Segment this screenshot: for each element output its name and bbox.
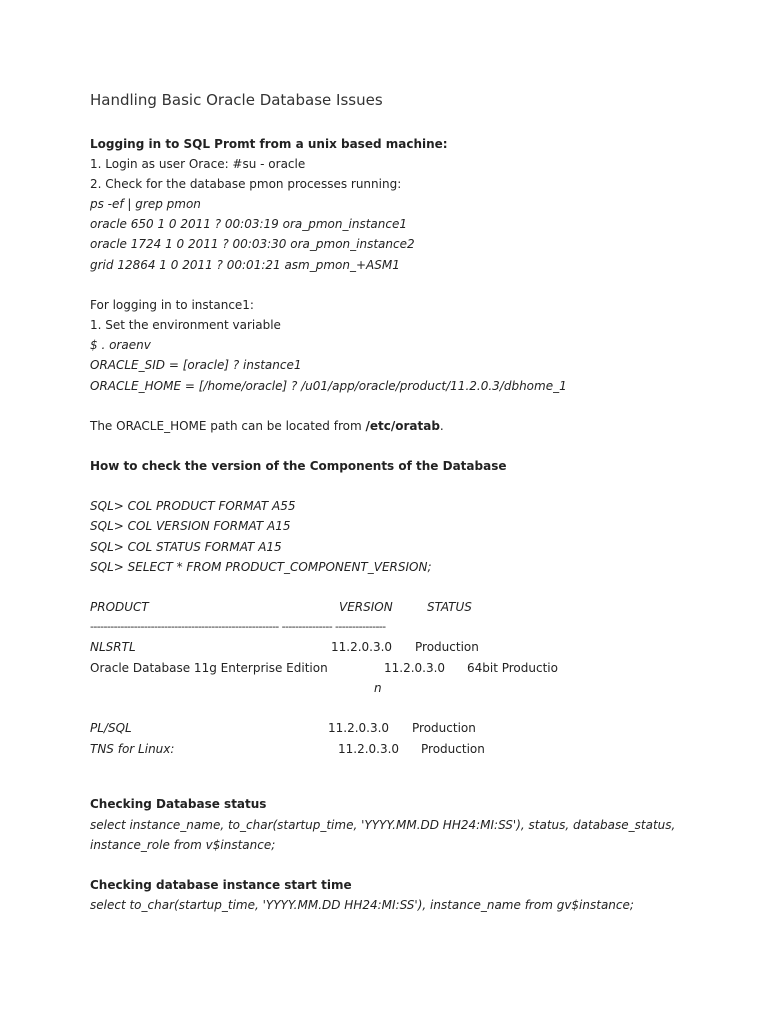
table-cell-product: TNS for Linux: (90, 742, 175, 756)
page-title: Handling Basic Oracle Database Issues (90, 91, 383, 109)
start-time-query-line: select to_char(startup_time, 'YYYY.MM.DD HH24:MI:SS'), instance_name from gv$instance; (90, 898, 634, 912)
status-query-line: instance_role from v$instance; (90, 838, 276, 852)
column-header-status: STATUS (427, 600, 472, 614)
oracle-home-note (90, 418, 444, 434)
login-step-2: 2. Check for the database pmon processes running: (90, 177, 402, 191)
table-cell-status: Production (415, 640, 479, 654)
table-cell-product: NLSRTL (90, 640, 136, 654)
command-line: ORACLE_SID = [oracle] ? instance1 (90, 358, 302, 372)
column-header-version: VERSION (339, 600, 393, 614)
start-time-heading: Checking database instance start time (90, 878, 352, 892)
command-line: ps -ef | grep pmon (90, 197, 201, 211)
table-cell-version: 11.2.0.3.0 (338, 742, 400, 756)
table-separator: -------------------------------------------------------- --------------- --------------- (90, 620, 386, 633)
oratab-path: /etc/oratab (365, 419, 440, 433)
table-cell-status-wrap: n (374, 681, 382, 695)
column-header-product: PRODUCT (90, 600, 149, 614)
note-end: . (439, 419, 444, 433)
sql-line: SQL> COL VERSION FORMAT A15 (90, 519, 291, 533)
table-cell-version: 11.2.0.3.0 (328, 721, 390, 735)
status-heading: Checking Database status (90, 797, 267, 811)
login-step-1: 1. Login as user Orace: #su - oracle (90, 157, 306, 171)
table-cell-version: 11.2.0.3.0 (331, 640, 393, 654)
command-line: $ . oraenv (90, 338, 151, 352)
instance-step: 1. Set the environment variable (90, 318, 281, 332)
table-cell-product: PL/SQL (90, 721, 132, 735)
command-output-line: oracle 1724 1 0 2011 ? 00:03:30 ora_pmon_instance2 (90, 237, 415, 251)
note-text: The ORACLE_HOME path can be located from (90, 419, 366, 433)
command-output-line: oracle 650 1 0 2011 ? 00:03:19 ora_pmon_instance1 (90, 217, 407, 231)
instance-intro: For logging in to instance1: (90, 298, 254, 312)
table-cell-status: Production (421, 742, 485, 756)
status-query-line: select instance_name, to_char(startup_time, 'YYYY.MM.DD HH24:MI:SS'), status, database_status, (90, 818, 676, 832)
table-cell-version: 11.2.0.3.0 (384, 661, 446, 675)
version-heading: How to check the version of the Components of the Database (90, 459, 507, 473)
command-output-line: grid 12864 1 0 2011 ? 00:01:21 asm_pmon_+ASM1 (90, 258, 400, 272)
sql-line: SQL> SELECT * FROM PRODUCT_COMPONENT_VERSION; (90, 560, 432, 574)
sql-line: SQL> COL PRODUCT FORMAT A55 (90, 499, 296, 513)
table-cell-status: Production (412, 721, 476, 735)
sql-line: SQL> COL STATUS FORMAT A15 (90, 540, 282, 554)
table-cell-status: 64bit Productio (467, 661, 558, 675)
command-line: ORACLE_HOME = [/home/oracle] ? /u01/app/oracle/product/11.2.0.3/dbhome_1 (90, 379, 567, 393)
login-heading: Logging in to SQL Promt from a unix based machine: (90, 137, 448, 151)
table-cell-product: Oracle Database 11g Enterprise Edition (90, 661, 328, 675)
